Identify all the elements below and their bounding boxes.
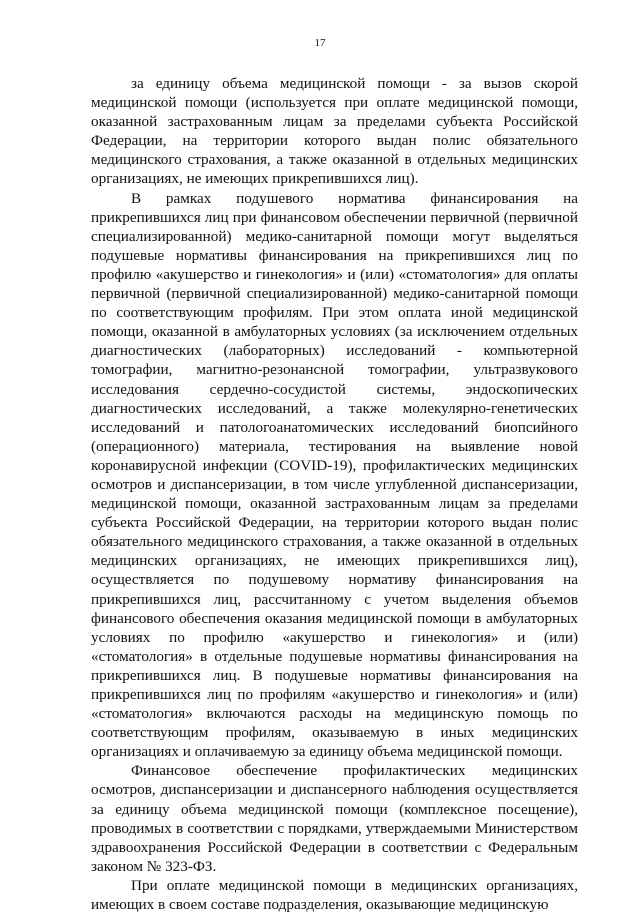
paragraph-3: Финансовое обеспечение профилактических медицинских осмотров, диспансеризации и диспансерного наблюдения осуществляется за единицу объема медицинской помощи (комплексное посещение), проводимых в соответствии с порядками, утверждаемыми Министерством здравоохранения Российской Федерации в соответствии с Федеральным законом № 323-ФЗ.	[91, 762, 578, 875]
paragraph-2: В рамках подушевого норматива финансирования на прикрепившихся лиц при финансовом обеспечении первичной (первичной специализированной) медико-санитарной помощи могут выделяться подушевые нормативы финансирования на прикрепившихся лиц по профилю «акушерство и гинекология» и (или) «стоматология» для оплаты первичной (первичной специализированной) медико-санитарной помощи по соответствующим профилям. При этом оплата иной медицинской помощи, оказанной в амбулаторных условиях (за исключением отдельных диагностических (лабораторных) исследований - компьютерной томографии, магнитно-резонансной томографии, ультразвукового исследования сердечно-сосудистой системы, эндоскопических диагностических исследований, а также молекулярно-генетических исследований и патологоанатомических исследований биопсийного (операционного) материала, тестирования на выявление новой коронавирусной инфекции (COVID-19), профилактических медицинских осмотров и диспансеризации, в том числе углубленной диспансеризации, медицинской помощи, оказанной застрахованным лицам за пределами субъекта Российской Федерации, на территории которого выдан полис обязательного медицинского страхования, а также оказанной в отдельных медицинских организациях, не имеющих прикрепившихся лиц), осуществляется по подушевому нормативу финансирования на прикрепившихся лиц, рассчитанному с учетом выделения объемов финансового обеспечения оказания медицинской помощи в амбулаторных условиях по профилю «акушерство и гинекология» и (или) «стоматология» в отдельные подушевые нормативы финансирования на прикрепившихся лиц. В подушевые нормативы финансирования на прикрепившихся лиц по профилям «акушерство и гинекология» и (или) «стоматология» включаются расходы на медицинскую помощь по соответствующим профилям, оказываемую в иных медицинских организациях и оплачиваемую за единицу объема медицинской помощи.	[91, 189, 578, 761]
paragraph-1: за единицу объема медицинской помощи - за вызов скорой медицинской помощи (используется при оплате медицинской помощи, оказанной застрахованным лицам за пределами субъекта Российской Федерации, на территории которого выдан полис обязательного медицинского страхования, а также оказанной в отдельных медицинских организациях, не имеющих прикрепившихся лиц).	[91, 75, 578, 188]
page-number: 17	[314, 37, 326, 49]
paragraph-4: При оплате медицинской помощи в медицинских организациях, имеющих в своем составе подразделения, оказывающие медицинскую	[91, 876, 578, 914]
document-body	[91, 74, 578, 914]
